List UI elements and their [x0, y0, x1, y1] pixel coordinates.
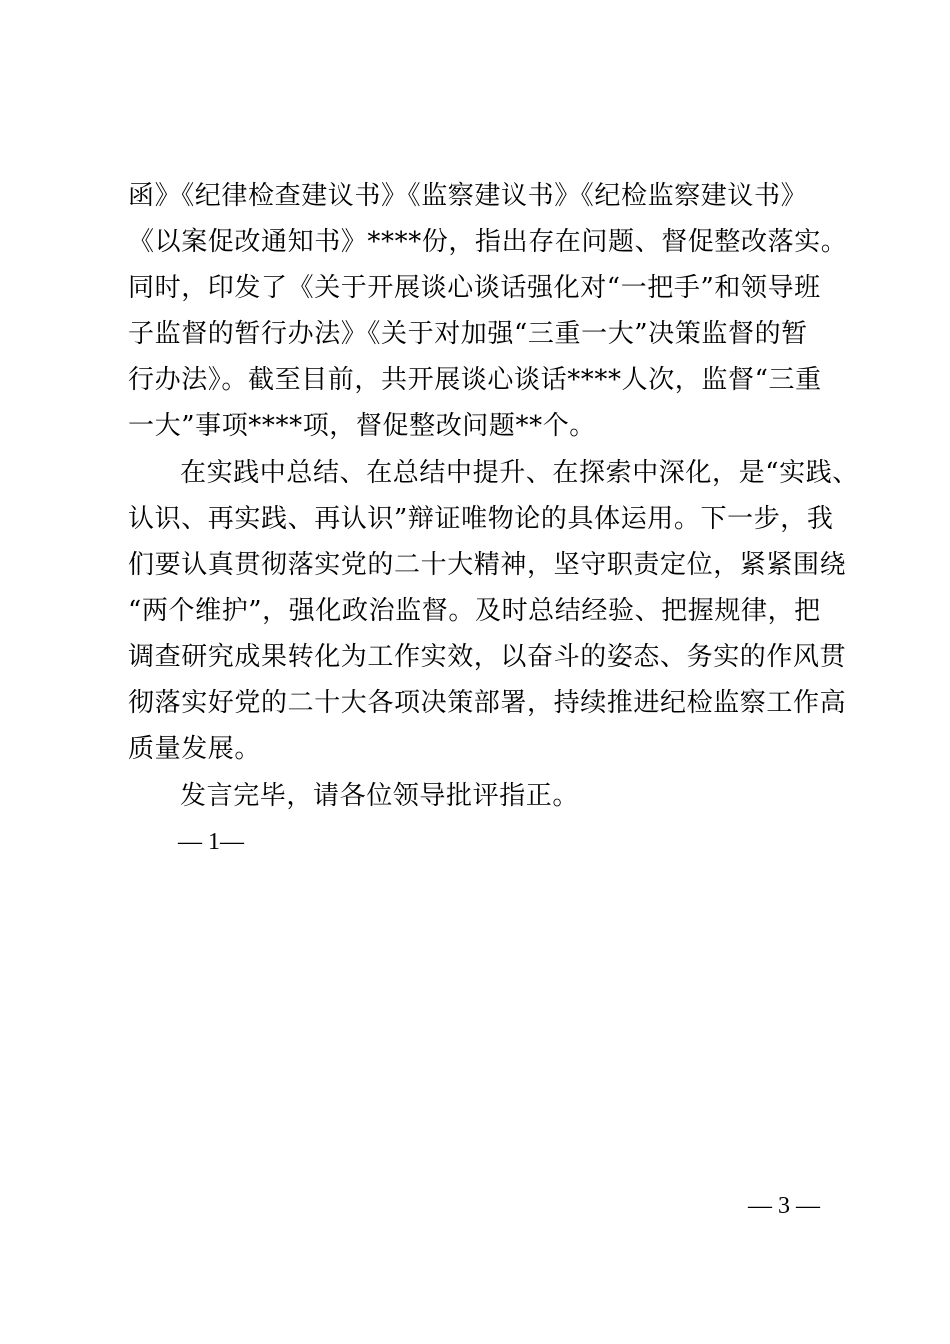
body-text-line: 在实践中总结、在总结中提升、在探索中深化，是“实践、	[180, 458, 859, 488]
body-text-line: 们要认真贯彻落实党的二十大精神，坚守职责定位，紧紧围绕	[128, 550, 847, 580]
body-text-line: 《以案促改通知书》****份，指出存在问题、督促整改落实。	[128, 227, 848, 257]
page-number: — 3 —	[748, 1193, 820, 1219]
body-text-line: 调查研究成果转化为工作实效，以奋斗的姿态、务实的作风贯	[128, 642, 847, 672]
body-text-line: 行办法》。截至目前，共开展谈心谈话****人次，监督“三重	[128, 365, 822, 395]
body-text-line: 认识、再实践、再认识”辩证唯物论的具体运用。下一步，我	[128, 504, 834, 534]
body-text-line: 一大”事项****项，督促整改问题**个。	[128, 411, 596, 441]
body-text-line: 质量发展。	[128, 734, 262, 764]
body-text-line: “两个维护”，强化政治监督。及时总结经验、把握规律，把	[128, 596, 821, 626]
body-text-line: 子监督的暂行办法》《关于对加强“三重一大”决策监督的暂	[128, 319, 808, 349]
closing-line: 发言完毕，请各位领导批评指正。	[180, 781, 580, 811]
body-text-line: 彻落实好党的二十大各项决策部署，持续推进纪检监察工作高	[128, 688, 847, 718]
body-text-line: 同时，印发了《关于开展谈心谈话强化对“一把手”和领导班	[128, 273, 821, 303]
inline-page-mark: — 1—	[178, 829, 244, 855]
body-text-line: 函》《纪律检查建议书》《监察建议书》《纪检监察建议书》	[128, 181, 808, 211]
